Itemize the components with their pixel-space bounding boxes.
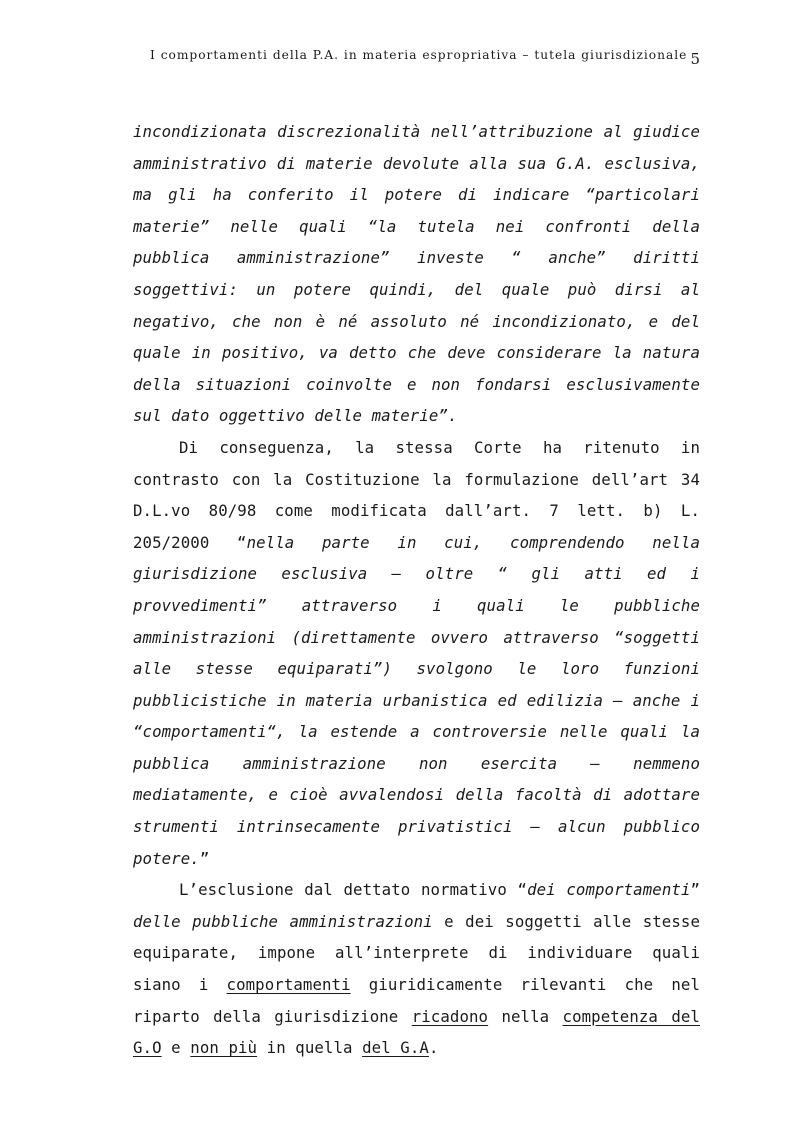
paragraph-3-text: e (161, 1038, 191, 1058)
underlined-non-piu: non più (190, 1038, 258, 1058)
paragraph-2 (133, 432, 700, 874)
paragraph-3 (133, 874, 700, 1064)
running-header-title: I comportamenti della P.A. in materia espropriativa – tutela giurisdizionale (150, 48, 688, 62)
underlined-comportamenti: comportamenti (226, 975, 351, 995)
page-header (150, 46, 700, 70)
paragraph-3-text: in quella (257, 1038, 363, 1058)
paragraph-2-closing: ” (199, 848, 210, 868)
underlined-del-ga: del G.A (362, 1038, 429, 1058)
paragraph-3-text: e dei soggetti alle stesse equiparate, impone all’interprete di individuare quali siano i (133, 911, 700, 995)
paragraph-3-text: . (428, 1038, 439, 1058)
paragraph-3-text: L’esclusione dal dettato normativo “ (179, 880, 528, 900)
paragraph-3-quote: dei comportamenti (527, 880, 691, 900)
paragraph-3-text: ” (690, 880, 700, 900)
page-number: 5 (690, 50, 700, 68)
underlined-ricadono: ricadono (411, 1006, 489, 1026)
paragraph-2-intro: Di conseguenza, la stessa Corte ha ritenuto in contrasto con la Costituzione la formulazione dell’art 34 D.L.vo 80/98 come modificata dall’art. 7 lett. b) L. 205/2000 “ (133, 437, 700, 552)
paragraph-3-text: nella (488, 1006, 563, 1026)
paragraph-1: incondizionata discrezionalità nell’attribuzione al giudice amministrativo di materie devolute alla sua G.A. esclusiva, ma gli ha conferito il potere di indicare “particolari materie” nelle quali “la tutela nei confronti della pubblica amministrazione” investe “ anche” diritti soggettivi: un potere quindi, del quale può dirsi al negativo, che non è né assoluto né incondizionato, e del quale in positivo, va detto che deve considerare la natura della situazioni coinvolte e non fondarsi esclusivamente sul dato oggettivo delle materie”. (133, 122, 700, 426)
underlined-competenza-go: competenza del G.O (133, 1006, 700, 1058)
paragraph-3-text: giuridicamente rilevanti che nel riparto della giurisdizione (133, 975, 700, 1026)
paragraph-2-quote: nella parte in cui, comprendendo nella giurisdizione esclusiva – oltre “ gli atti ed i provvedimenti” attraverso i quali le pubbliche amministrazioni (direttamente ovvero attraverso “soggetti alle stesse equiparati”) svolgono le loro funzioni pubblicistiche in materia urbanistica ed edilizia – anche i “comportamenti“, la estende a controversie nelle quali la pubblica amministrazione non esercita – nemmeno mediatamente, e cioè avvalendosi della facoltà di adottare strumenti intrinsecamente privatistici – alcun pubblico potere. (133, 532, 700, 868)
body-text (133, 116, 700, 1064)
paragraph-3-italic: delle pubbliche amministrazioni (133, 911, 433, 931)
